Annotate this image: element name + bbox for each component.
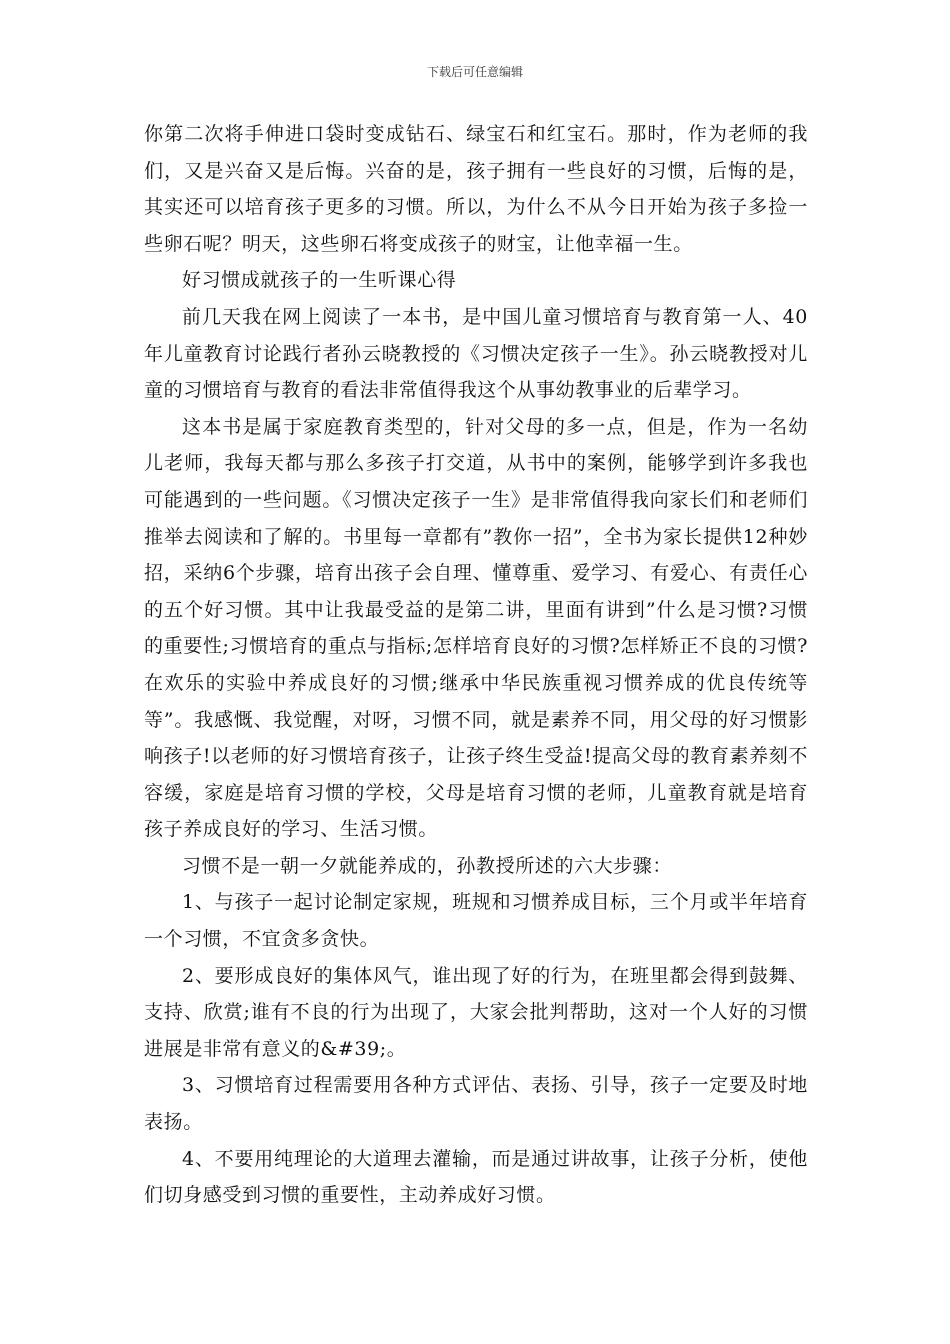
list-item: 3、习惯培育过程需要用各种方式评估、表扬、引导，孩子一定要及时地表扬。 <box>144 1074 808 1134</box>
page-header: 下载后可任意编辑 <box>426 65 523 79</box>
paragraph: 你第二次将手伸进口袋时变成钻石、绿宝石和红宝石。那时，作为老师的我们，又是兴奋又是后悔。兴奋的是，孩子拥有一些良好的习惯，后悔的是，其实还可以培育孩子更多的习惯。所以，为什么不从今日开始为孩子多捡一些卵石呢？明天，这些卵石将变成孩子的财宝，让他幸福一生。 <box>144 123 808 255</box>
document-body <box>144 116 808 1214</box>
paragraph: 这本书是属于家庭教育类型的，针对父母的多一点，但是，作为一名幼儿老师，我每天都与那么多孩子打交道，从书中的案例，能够学到许多我也可能遇到的一些问题。《习惯决定孩子一生》是非常值得我向家长们和老师们推举去阅读和了解的。书里每一章都有”教你一招”，全书为家长提供12种妙招，采纳6个步骤，培育出孩子会自理、懂尊重、爱学习、有爱心、有责任心的五个好习惯。其中让我最受益的是第二讲，里面有讲到”什么是习惯?习惯的重要性;习惯培育的重点与指标;怎样培育良好的习惯?怎样矫正不良的习惯?在欢乐的实验中养成良好的习惯;继承中华民族重视习惯养成的优良传统等等”。我感慨、我觉醒，对呀，习惯不同，就是素养不同，用父母的好习惯影响孩子!以老师的好习惯培育孩子，让孩子终生受益!提高父母的教育素养刻不容缓，家庭是培育习惯的学校，父母是培育习惯的老师，儿童教育就是培育孩子养成良好的学习、生活习惯。 <box>144 415 808 841</box>
paragraph: 前几天我在网上阅读了一本书，是中国儿童习惯培育与教育第一人、40年儿童教育讨论践行者孙云晓教授的《习惯决定孩子一生》。孙云晓教授对儿童的习惯培育与教育的看法非常值得我这个从事幼教事业的后辈学习。 <box>144 305 808 402</box>
paragraph: 习惯不是一朝一夕就能养成的，孙教授所述的六大步骤： <box>182 854 673 877</box>
section-title: 好习惯成就孩子的一生听课心得 <box>182 269 457 292</box>
list-item: 4、不要用纯理论的大道理去灌输，而是通过讲故事，让孩子分析，使他们切身感受到习惯的重要性，主动养成好习惯。 <box>144 1147 808 1207</box>
list-item: 1、与孩子一起讨论制定家规，班规和习惯养成目标，三个月或半年培育一个习惯，不宜贪多贪快。 <box>144 891 808 951</box>
list-item: 2、要形成良好的集体风气，谁出现了好的行为，在班里都会得到鼓舞、支持、欣赏;谁有不良的行为出现了，大家会批判帮助，这对一个人好的习惯进展是非常有意义的&#39;。 <box>144 964 808 1060</box>
